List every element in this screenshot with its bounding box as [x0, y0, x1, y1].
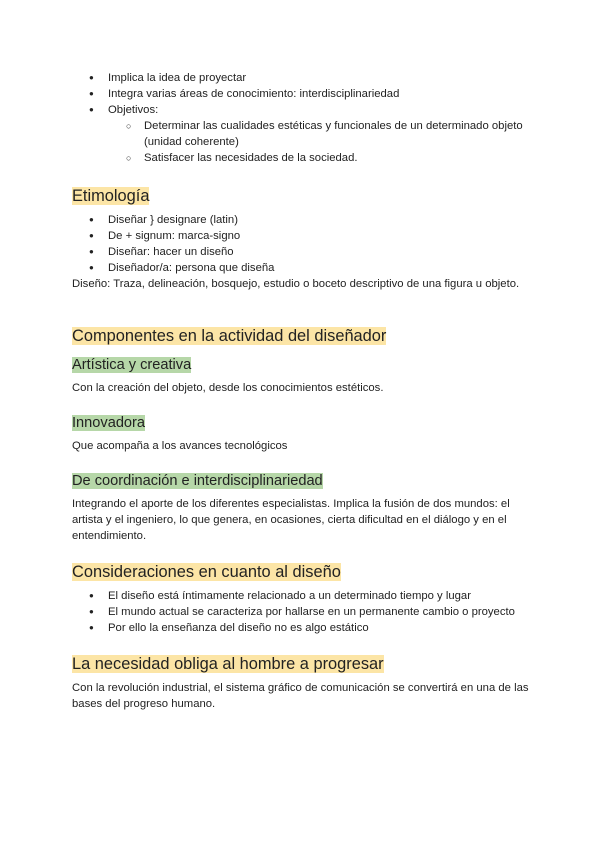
consideraciones-list: [72, 588, 532, 636]
heading-componentes: [72, 326, 532, 346]
heading-text: Consideraciones en cuanto al diseño: [72, 563, 341, 581]
heading-etimologia: [72, 186, 532, 206]
heading-text: Componentes en la actividad del diseñador: [72, 327, 387, 345]
objetivos-list: [72, 118, 532, 166]
heading-innovadora: [72, 414, 532, 432]
intro-list: [72, 70, 532, 118]
necesidad-paragraph: Con la revolución industrial, el sistema gráfico de comunicación se convertirá en una de las bases del progreso humano.: [72, 682, 529, 710]
heading-coordinacion: [72, 472, 532, 490]
heading-text: Etimología: [72, 187, 150, 205]
list-item: ● El diseño está íntimamente relacionado a un determinado tiempo y lugar: [72, 588, 532, 604]
heading-text: Artística y creativa: [72, 357, 192, 373]
list-item-label: Objetivos:: [108, 104, 159, 116]
list-item: ● Implica la idea de proyectar: [72, 70, 532, 86]
heading-text: Innovadora: [72, 415, 146, 431]
list-item: ● Integra varias áreas de conocimiento: interdisciplinariedad: [72, 86, 532, 102]
list-item: ● Diseñador/a: persona que diseña: [72, 260, 532, 276]
list-item: ● Diseñar: hacer un diseño: [72, 244, 532, 260]
list-item: ● De + signum: marca-signo: [72, 228, 532, 244]
list-item: ○ Satisfacer las necesidades de la sociedad.: [72, 150, 532, 166]
artistica-paragraph: Con la creación del objeto, desde los conocimientos estéticos.: [72, 382, 384, 394]
list-item: ○ Determinar las cualidades estéticas y funcionales de un determinado objeto (unidad coherente): [72, 118, 532, 150]
innovadora-paragraph: Que acompaña a los avances tecnológicos: [72, 440, 288, 452]
document-content: [72, 70, 532, 712]
etimologia-list: [72, 212, 532, 276]
heading-consideraciones: [72, 562, 532, 582]
heading-necesidad: [72, 654, 532, 674]
list-item: ● El mundo actual se caracteriza por hallarse en un permanente cambio o proyecto: [72, 604, 532, 620]
list-item: [72, 102, 532, 118]
list-item: ● Diseñar } designare (latin): [72, 212, 532, 228]
heading-text: De coordinación e interdisciplinariedad: [72, 473, 323, 489]
etimologia-paragraph: Diseño: Traza, delineación, bosquejo, estudio o boceto descriptivo de una figura u objeto.: [72, 278, 520, 290]
heading-text: La necesidad obliga al hombre a progresar: [72, 655, 384, 673]
heading-artistica: [72, 356, 532, 374]
list-item: ● Por ello la enseñanza del diseño no es algo estático: [72, 620, 532, 636]
coordinacion-paragraph: Integrando el aporte de los diferentes especialistas. Implica la fusión de dos mundos: el artista y el ingeniero, lo que genera, en ocasiones, cierta dificultad en el diálogo y en el entendimiento.: [72, 498, 510, 542]
